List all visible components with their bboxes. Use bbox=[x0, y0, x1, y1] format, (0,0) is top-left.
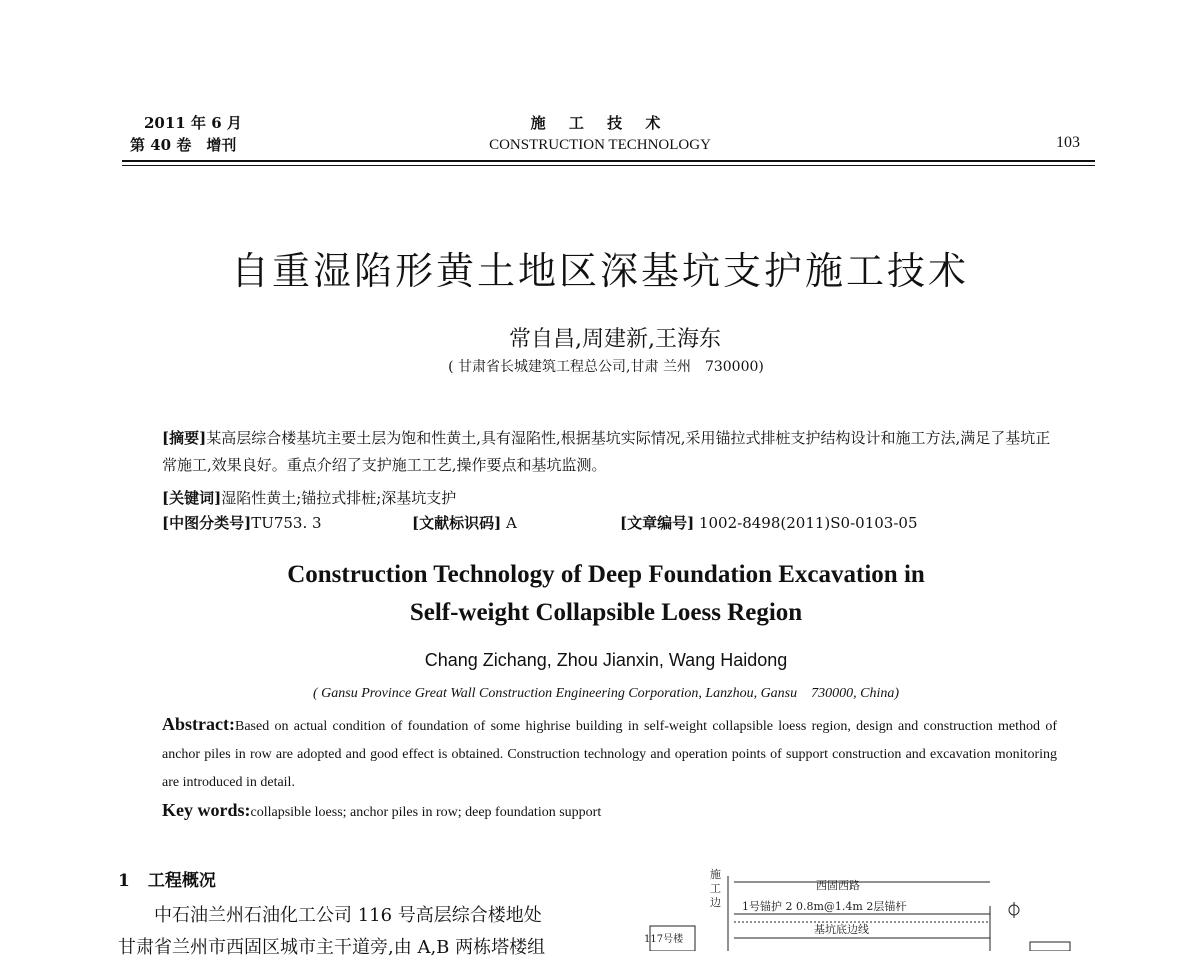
section-number: 1 bbox=[118, 871, 130, 891]
abstract-en-sep: : bbox=[228, 714, 235, 734]
journal-name-en: CONSTRUCTION TECHNOLOGY bbox=[489, 137, 711, 153]
doc-label: [文献标识码] bbox=[412, 514, 502, 532]
paper-title-cn: 自重湿陷形黄土地区深基坑支护施工技术 bbox=[230, 249, 969, 293]
figure-side-label-1: 施 bbox=[710, 868, 721, 881]
section-title: 工程概况 bbox=[147, 871, 216, 891]
figure-side-label-3: 边 bbox=[710, 896, 721, 909]
clc-value: TU753. 3 bbox=[251, 514, 322, 532]
doc-code bbox=[412, 512, 517, 533]
keywords-en-sep: : bbox=[244, 800, 251, 820]
abstract-cn bbox=[162, 425, 1062, 479]
body-line-1: 中石油兰州石油化工公司 116 号高层综合楼地处 bbox=[154, 905, 542, 926]
header-date: 2011 年 6 月 bbox=[144, 114, 242, 132]
keywords-en-label: Key words bbox=[162, 800, 245, 820]
body-line-2: 甘肃省兰州市西固区城市主干道旁,由 A,B 两栋塔楼组 bbox=[118, 937, 546, 958]
site-plan-svg bbox=[630, 862, 1100, 951]
authors-cn: 常自昌,周建新,王海东 bbox=[509, 327, 721, 352]
clc-label: [中图分类号] bbox=[162, 514, 252, 532]
header-rule-thin bbox=[122, 165, 1095, 166]
title-en-line2: Self-weight Collapsible Loess Region bbox=[409, 599, 803, 626]
affiliation-en: ( Gansu Province Great Wall Construction Engineering Corporation, Lanzhou, Gansu 730000, China) bbox=[312, 686, 900, 701]
page-number: 103 bbox=[1056, 134, 1080, 151]
abstract-en-text: Based on actual condition of foundation of some highrise building in self-weight collapsible loess region, design and construction method of anchor piles in row are adopted and good effect is obtained. Construction technology and operation points of support construction and excavation monitoring are introduced in detail. bbox=[162, 719, 1057, 790]
clc-code bbox=[162, 512, 322, 533]
abstract-en bbox=[162, 710, 1057, 797]
article-value: 1002-8498(2011)S0-0103-05 bbox=[694, 514, 918, 532]
article-label: [文章编号] bbox=[620, 514, 695, 532]
doc-value: A bbox=[501, 514, 517, 532]
figure-anchor-label: 1号锚护 2 0.8m@1.4m 2层锚杆 bbox=[742, 900, 907, 913]
abstract-en-label: Abstract bbox=[162, 714, 229, 734]
paper-title-en bbox=[0, 556, 1200, 632]
header-journal bbox=[0, 112, 1200, 156]
keywords-cn-label: [关键词] bbox=[162, 489, 222, 507]
article-number bbox=[620, 512, 917, 533]
header-volume: 第 40 卷 增刊 bbox=[130, 136, 237, 154]
figure-road-label: 西固西路 bbox=[816, 879, 860, 892]
keywords-cn-text: 湿陷性黄土;锚拉式排桩;深基坑支护 bbox=[221, 489, 457, 507]
authors-en: Chang Zichang, Zhou Jianxin, Wang Haidong bbox=[424, 650, 788, 670]
site-plan-figure bbox=[630, 862, 1100, 951]
figure-building-label: 117号楼 bbox=[644, 934, 684, 945]
abstract-cn-label: [摘要] bbox=[162, 429, 207, 447]
keywords-cn bbox=[162, 485, 1062, 512]
right-structure bbox=[1030, 942, 1070, 951]
affiliation-cn: ( 甘肃省长城建筑工程总公司,甘肃 兰州 730000) bbox=[448, 359, 764, 375]
abstract-cn-text: 某高层综合楼基坑主要土层为饱和性黄土,具有湿陷性,根据基坑实际情况,采用锚拉式排桩支护结构设计和施工方法,满足了基坑正常施工,效果良好。重点介绍了支护施工工艺,操作要点和基坑监测。 bbox=[162, 429, 1051, 474]
figure-edge-label: 基坑底边线 bbox=[814, 923, 869, 936]
keywords-en bbox=[162, 800, 1057, 821]
section-heading bbox=[118, 866, 216, 891]
title-en-line1: Construction Technology of Deep Foundation Excavation in bbox=[287, 561, 925, 588]
journal-name-cn: 施 工 技 术 bbox=[530, 114, 670, 132]
header-rule-thick bbox=[122, 160, 1095, 162]
keywords-en-text: collapsible loess; anchor piles in row; deep foundation support bbox=[250, 805, 602, 820]
figure-side-label-2: 工 bbox=[710, 882, 721, 895]
section-body bbox=[118, 900, 588, 964]
